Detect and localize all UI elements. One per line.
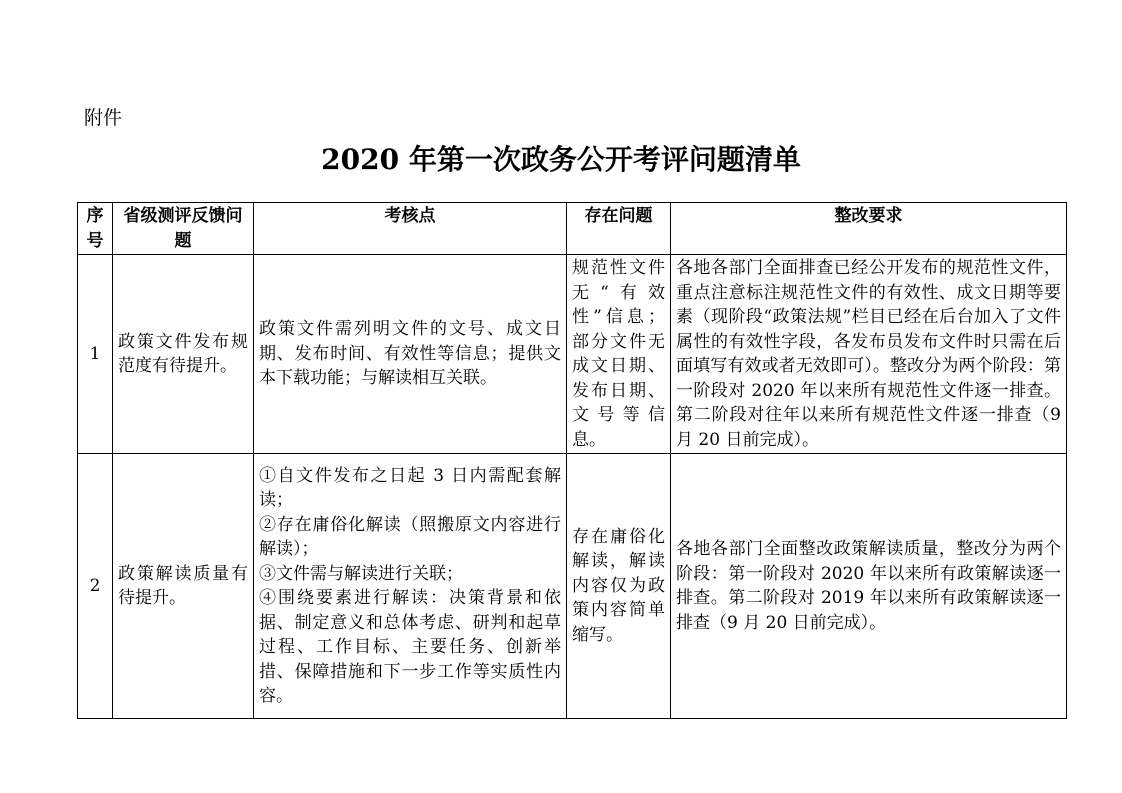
table-header-row: [78, 203, 1067, 255]
header-feedback: 省级测评反馈问题: [113, 203, 254, 255]
problem-cell: 存在庸俗化解读，解读内容仅为政策内容简单缩写。: [567, 454, 671, 719]
header-checkpoint: 考核点: [254, 203, 567, 255]
header-no: 序号: [78, 203, 113, 255]
table-row: [78, 255, 1067, 454]
feedback-cell: 政策解读质量有待提升。: [113, 454, 254, 719]
row-number: 2: [78, 454, 113, 719]
document-title: 2020 年第一次政务公开考评问题清单: [321, 143, 801, 176]
feedback-cell: 政策文件发布规范度有待提升。: [113, 255, 254, 454]
header-problem: 存在问题: [567, 203, 671, 255]
row-number: 1: [78, 255, 113, 454]
requirement-cell: 各地各部门全面排查已经公开发布的规范性文件，重点注意标注规范性文件的有效性、成文日期等要素（现阶段“政策法规”栏目已经在后台加入了文件属性的有效性字段，各发布员发布文件时只需在后面填写有效或者无效即可）。整改分为两个阶段：第一阶段对 2020 年以来所有规范性文件逐一排查。第二阶段对往年以来所有规范性文件逐一排查（9 月 20 日前完成）。: [671, 255, 1067, 454]
checkpoint-cell: ①自文件发布之日起 3 日内需配套解读； ②存在庸俗化解读（照搬原文内容进行解读）； ③文件需与解读进行关联； ④围绕要素进行解读：决策背景和依据、制定意义和总体考虑、研判和起草过程、工作目标、主要任务、创新举措、保障措施和下一步工作等实质性内容。: [254, 454, 567, 719]
problem-cell: 规范性文件无“有效性”信息；部分文件无成文日期、发布日期、文号等信息。: [567, 255, 671, 454]
header-requirement: 整改要求: [671, 203, 1067, 255]
table-row: [78, 454, 1067, 719]
issues-table: [77, 202, 1067, 719]
requirement-cell: 各地各部门全面整改政策解读质量，整改分为两个阶段：第一阶段对 2020 年以来所有政策解读逐一排查。第二阶段对 2019 年以来所有政策解读逐一排查（9 月 20 日前完成）。: [671, 454, 1067, 719]
checkpoint-cell: 政策文件需列明文件的文号、成文日期、发布时间、有效性等信息；提供文本下载功能；与解读相互关联。: [254, 255, 567, 454]
attachment-label: 附件: [84, 107, 123, 129]
